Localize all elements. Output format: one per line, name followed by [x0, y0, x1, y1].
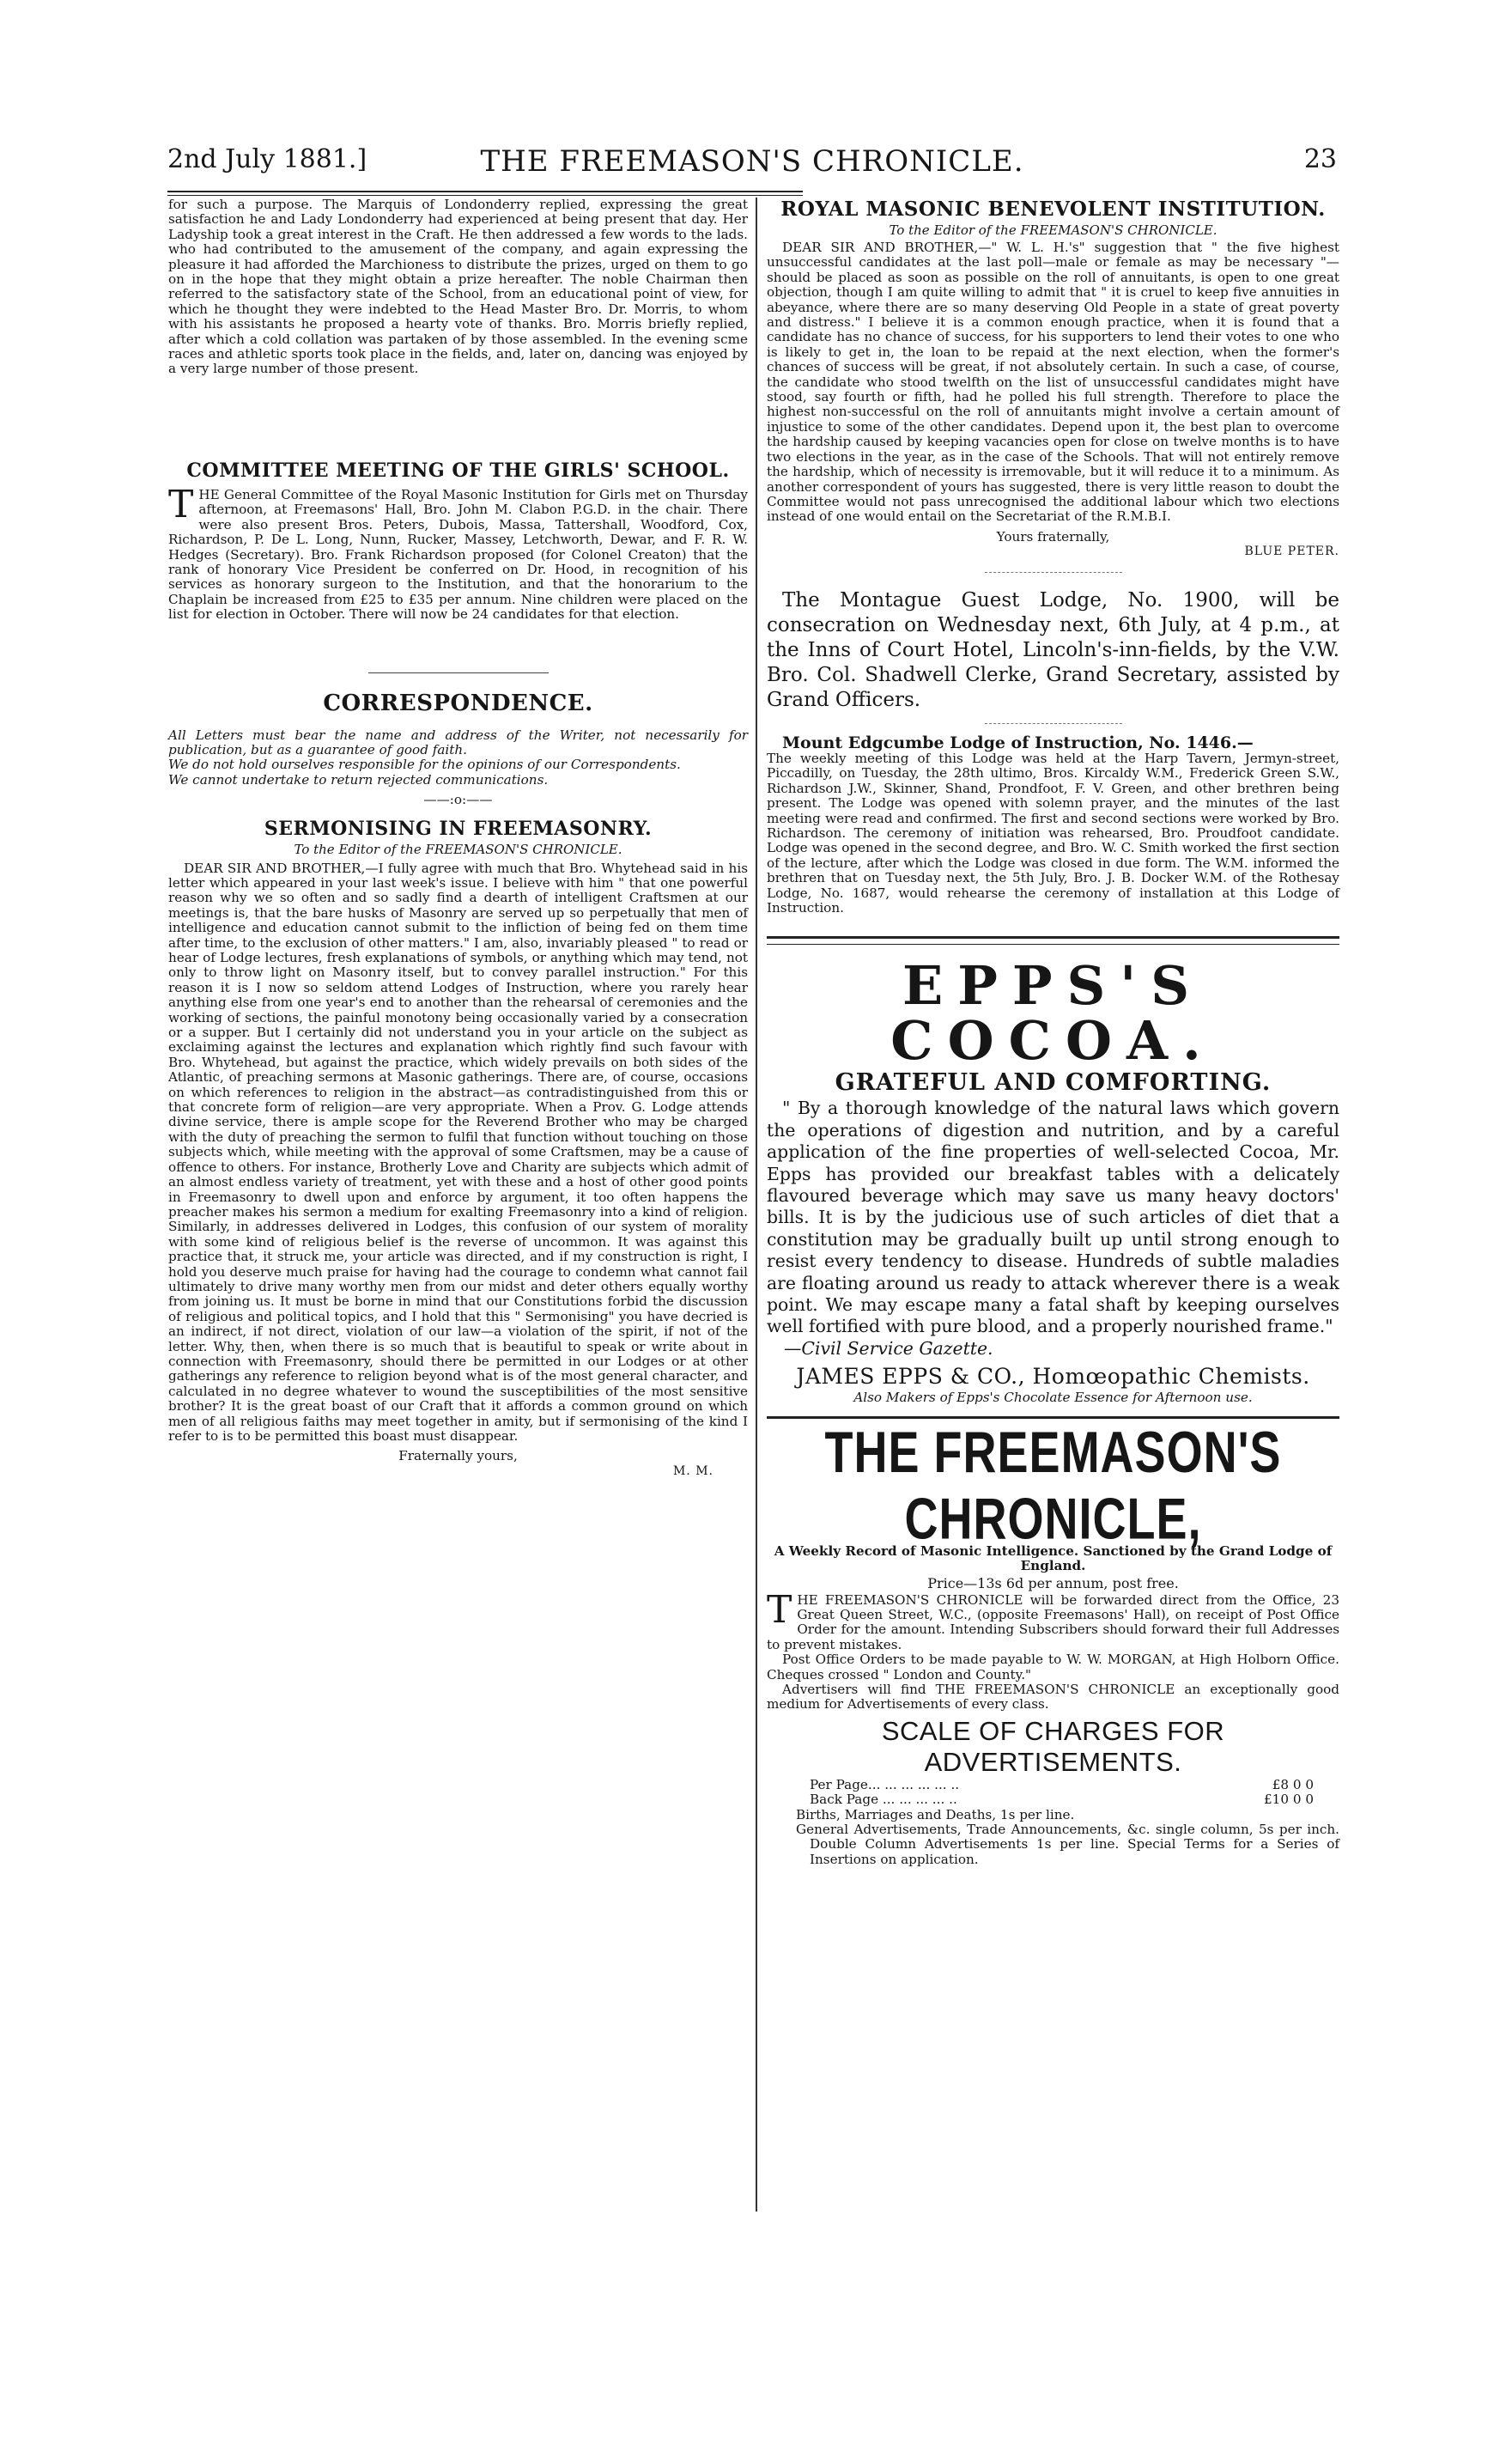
chronicle-tagline: A Weekly Record of Masonic Intelligence. Sanctioned by the Grand Lodge of England. [774, 1542, 1333, 1574]
general-rates: General Advertisements, Trade Announcements, &c. single column, 5s per inch. Double Column Advertisements 1s per line. Special Terms for a Series of Insertions on application. [796, 1821, 1339, 1867]
correspondence-heading: CORRESPONDENCE. [323, 690, 593, 716]
sermonising-heading: SERMONISING IN FREEMASONRY. [264, 817, 653, 840]
edgcumbe-report [767, 733, 1339, 916]
chronicle-masthead: THE FREEMASON'S CHRONICLE, [824, 1420, 1282, 1551]
rate-price: £10 0 0 [1264, 1792, 1314, 1808]
sermonising-signature: M. M. [672, 1463, 713, 1478]
chronicle-text-3: Advertisers will find THE FREEMASON'S CHRONICLE an exceptionally good medium for Advertisements of every class. [767, 1681, 1339, 1713]
edgcumbe-text: The weekly meeting of this Lodge was held at the Harp Tavern, Jermyn-street, Piccadilly, on Tuesday, the 28th ultimo, Bros. Kircaldy W.M., Frederick Green S.W., Richardson J.W., Skinner, Shand, Prondfoot, F. V. Green, and other brethren being present. The Lodge was opened with solemn prayer, and the minutes of the last meeting were read and confirmed. The first and second sections were worked by Bro. Richardson. The ceremony of initiation was rehearsed, Bro. Proudfoot candidate. Lodge was opened in the second degree, and Bro. W. C. Smith worked the first section of the lecture, after which the Lodge was closed in due form. The W.M. informed the brethren that on Tuesday next, the 5th July, Bro. J. B. Docker W.M. of the Rothesay Lodge, No. 1687, would rehearse the ceremony of installation at this Lodge of Instruction. [767, 750, 1339, 916]
sermonising-closing: Fraternally yours, [398, 1448, 518, 1464]
committee-dropcap: T [168, 482, 194, 526]
rmbi-to-editor: To the Editor of the FREEMASON'S CHRONICLE. [889, 222, 1217, 238]
rmbi-signature: BLUE PETER. [1244, 545, 1339, 559]
epps-chemists: JAMES EPPS & CO., Homœopathic Chemists. [796, 1364, 1310, 1390]
rmbi-salutation: DEAR SIR AND BROTHER, [782, 240, 979, 255]
correspondence-divider: ——:o:—— [423, 792, 493, 808]
left-column [168, 198, 748, 1479]
ad-rule-2 [767, 1416, 1339, 1419]
edgcumbe-heading: Mount Edgcumbe Lodge of Instruction, No. 1446.— [782, 733, 1254, 752]
girls-school-report-end: for such a purpose. The Marquis of Londonderry replied, expressing the great satisfaction he and Lady Londonderry had experienced at being present that day. Her Ladyship took a great interest in the Craft. He then addressed a few words to the lads. who had contributed to the amusement of the company, and again expressing the pleasure it had afforded the Marchioness to distribute the prizes, urged on them to go on in the hope that they might obtain a prize hereafter. The noble Chairman then referred to the satisfactory state of the School, from an educational point of view, for which he thought they were indebted to the Head Master Bro. Dr. Morris, to whom with his assistants he proposed a hearty vote of thanks. Bro. Morris briefly replied, after which a cold collation was partaken of by those assembled. In the evening scme races and athletic sports took place in the fields, and, later on, dancing was enjoyed by a very large number of those present. [168, 197, 748, 377]
sermonising-to-editor: To the Editor of the FREEMASON'S CHRONICLE. [294, 841, 622, 857]
chronicle-text-2: Post Office Orders to be made payable to W. W. MORGAN, at High Holborn Office. Cheques crossed " London and County." [767, 1652, 1339, 1682]
chronicle-text-1: HE FREEMASON'S CHRONICLE will be forwarded direct from the Office, 23 Great Queen Street, W.C., (opposite Freemasons' Hall), on receipt of Post Office Order for the amount. Intending Subscribers should forward their full Addresses to prevent mistakes. [767, 1591, 1339, 1652]
births-rate: Births, Marriages and Deaths, 1s per line. [796, 1806, 1075, 1822]
rmbi-letter [767, 240, 1339, 525]
rate-label: Back Page ... ... ... ... .. [810, 1792, 957, 1808]
chronicle-price: Price—13s 6d per annum, post free. [927, 1574, 1179, 1591]
ad-rule-thin [767, 944, 1339, 945]
rate-price: £8 0 0 [1272, 1776, 1314, 1792]
page-number: 23 [1303, 144, 1337, 174]
rmbi-text: —" W. L. H.'s" suggestion that " the five highest unsuccessful candidates at the last poll—male or female as may be necessary "—should be placed as soon as possible on the roll of annuitants, is open to one great objection, though I am quite willing to admit that " it is cruel to keep five annuities in abeyance, where there are so many deserving Old People in a state of great poverty and distress." I believe it is a common enough practice, when it is found that a candidate has no chance of success, for his supporters to lend their votes to one who is likely to get in, the loan to be repaid at the next election, when the former's chances of success will be great, if not absolutely certain. In such a case, of course, the candidate who stood twelfth on the list of unsuccessful candidates might have stood, say fourth or fifth, had he polled his full strength. Therefore to place the highest non-successful on the roll of annuitants might involve a certain amount of injustice to some of the other candidates. Depend upon it, the best plan to overcome the hardship caused by keeping vacancies open for close on twelve months is to have two elections in the year, as in the case of the Schools. That will not entirely remove the hardship, which of necessity is irremovable, but it will reduce it to a minimum. As another correspondent of yours has suggested, there is very little reason to doubt the Committee would not pass unrecognised the additional labour which two elections instead of one would entail on the Secretariat of the R.M.B.I. [767, 240, 1339, 525]
epps-heading: EPPS'S COCOA. [890, 954, 1216, 1073]
correspondence-notice-2: We do not hold ourselves responsible for the opinions of our Correspondents. [168, 757, 681, 773]
committee-heading: COMMITTEE MEETING OF THE GIRLS' SCHOOL. [186, 459, 730, 482]
header-rule-thin [167, 195, 803, 196]
rate-row [767, 1778, 1339, 1792]
epps-source: —Civil Service Gazette. [784, 1337, 993, 1359]
header-rule [167, 191, 803, 192]
epps-also: Also Makers of Epps's Chocolate Essence for Afternoon use. [853, 1390, 1253, 1406]
newspaper-title: THE FREEMASON'S CHRONICLE. [480, 144, 1024, 179]
ad-rule [767, 936, 1339, 939]
issue-date: 2nd July 1881.] [167, 144, 367, 174]
rmbi-heading: ROYAL MASONIC BENEVOLENT INSTITUTION. [780, 198, 1326, 221]
epps-text: " By a thorough knowledge of the natural laws which govern the operations of digestion and nutrition, and by a careful application of the fine properties of well-selected Cocoa, Mr. Epps has provided our breakfast tables with a delicately flavoured beverage which may save us many heavy doctors' bills. It is by the judicious use of such articles of diet that a constitution may be gradually built up until strong enough to resist every tendency to disease. Hundreds of subtle maladies are floating around us ready to attack wherever there is a weak point. We may escape many a fatal shaft by keeping ourselves well fortified with pure blood, and a properly nourished frame." [767, 1098, 1339, 1337]
right-column [767, 198, 1339, 1867]
correspondence-notice-3: We cannot undertake to return rejected communications. [168, 771, 549, 788]
chronicle-dropcap: T [767, 1587, 792, 1632]
correspondence-notice-1: All Letters must bear the name and address of the Writer, not necessarily for publication, but as a guarantee of good faith. [168, 727, 748, 758]
sermonising-salutation: DEAR SIR AND BROTHER, [184, 860, 366, 876]
page-header [167, 144, 1337, 187]
rmbi-closing: Yours fraternally, [996, 528, 1110, 545]
chronicle-subscription [767, 1587, 1339, 1653]
montague-notice: The Montague Guest Lodge, No. 1900, will be consecration on Wednesday next, 6th July, at 4 p.m., at the Inns of Court Hotel, Lincoln's-inn-fields, by the V.W. Bro. Col. Shadwell Clerke, Grand Secretary, assisted by Grand Officers. [767, 588, 1339, 711]
rate-label: Per Page... ... ... ... ... .. [810, 1776, 960, 1792]
committee-text: HE General Committee of the Royal Masonic Institution for Girls met on Thursday afternoon, at Freemasons' Hall, Bro. John M. Clabon P.G.D. in the chair. There were also present Bros. Peters, Dubois, Massa, Tattershall, Woodford, Cox, Richardson, P. De L. Long, Nunn, Rucker, Massey, Letchworth, Dewar, and F. R. W. Hedges (Secretary). Bro. Frank Richardson proposed (for Colonel Creaton) that the rank of honorary Vice President be conferred on Dr. Hood, in recognition of his services as honorary surgeon to the Institution, and that the honorarium to the Chaplain be increased from £25 to £35 per annum. Nine children were placed on the list for election in October. There will now be 24 candidates for that election. [168, 486, 748, 623]
column-divider [756, 198, 757, 2212]
sermonising-letter [168, 861, 748, 1445]
committee-body [168, 482, 748, 623]
epps-subheading: GRATEFUL AND COMFORTING. [835, 1069, 1272, 1097]
charges-heading: SCALE OF CHARGES FOR ADVERTISEMENTS. [881, 1715, 1225, 1777]
rate-row [767, 1792, 1339, 1807]
sermonising-text: —I fully agree with much that Bro. Whytehead said in his letter which appeared in your last week's issue. I believe with him " that one powerful reason why we so often and so sadly find a dearth of intelligent Craftsmen at our meetings is, that the bare husks of Masonry are served up so perpetually that men of intelligence and education cannot submit to the infliction of being fed on them time after time, to the exclusion of other matters." I am, also, invariably pleased " to read or hear of Lodge lectures, fresh explanations of symbols, or anything which may tend, not only to throw light on Masonry itself, but to convey parallel instruction." For this reason it is I now so seldom attend Lodges of Instruction, where you rarely hear anything else from one year's end to another than the rehearsal of ceremonies and the working of sections, the painful monotony being occasionally varied by a consecration or a supper. But I certainly did not understand you in your article on the subject as exclaiming against the lectures and explanation which rightly find such favour with Bro. Whytehead, but against the practice, which widely prevails on both sides of the Atlantic, of preaching sermons at Masonic gatherings. There are, of course, occasions on which references to religion in the abstract—as contradistinguished from this or that concrete form of religion—are very appropriate. When a Prov. G. Lodge attends divine service, there is ample scope for the Reverend Brother who may be charged with the duty of preaching the sermon to fulfil that function without touching on those subjects which, while meeting with the approval of some Craftsmen, may be a cause of offence to others. For instance, Brotherly Love and Charity are subjects which admit of an almost endless variety of treatment, yet with these and a host of other good points in Freemasonry to dwell upon and enforce by argument, it too often happens the preacher makes his sermon a medium for exalting Freemasonry into a kind of religion. Similarly, in addresses delivered in Lodges, this confusion of our system of morality with some kind of religious belief is the reverse of uncommon. It was against this practice that, it struck me, your article was directed, and if my construction is right, I hold you deserve much praise for having had the courage to condemn what cannot fail ultimately to drive many worthy men from our midst and deter others equally worthy from joining us. It must be borne in mind that our Constitutions forbid the discussion of religious and political topics, and I hold that this " Sermonising" you have decried is an indirect, if not direct, violation of our law—a violation of the spirit, if not of the letter. Why, then, when there is so much that is beautiful to speak or write about in connection with Freemasonry, should there be permitted in our Lodges or at other gatherings any reference to religion beyond what is of the most general character, and calculated in no degree whatever to wound the susceptibilities of the most sensitive brother? It is the great boast of our Craft that it affords a common ground on which men of all religious faiths may meet together in amity, but if sermonising of the kind I refer to is to be permitted this boast must disappear. [168, 860, 748, 1444]
